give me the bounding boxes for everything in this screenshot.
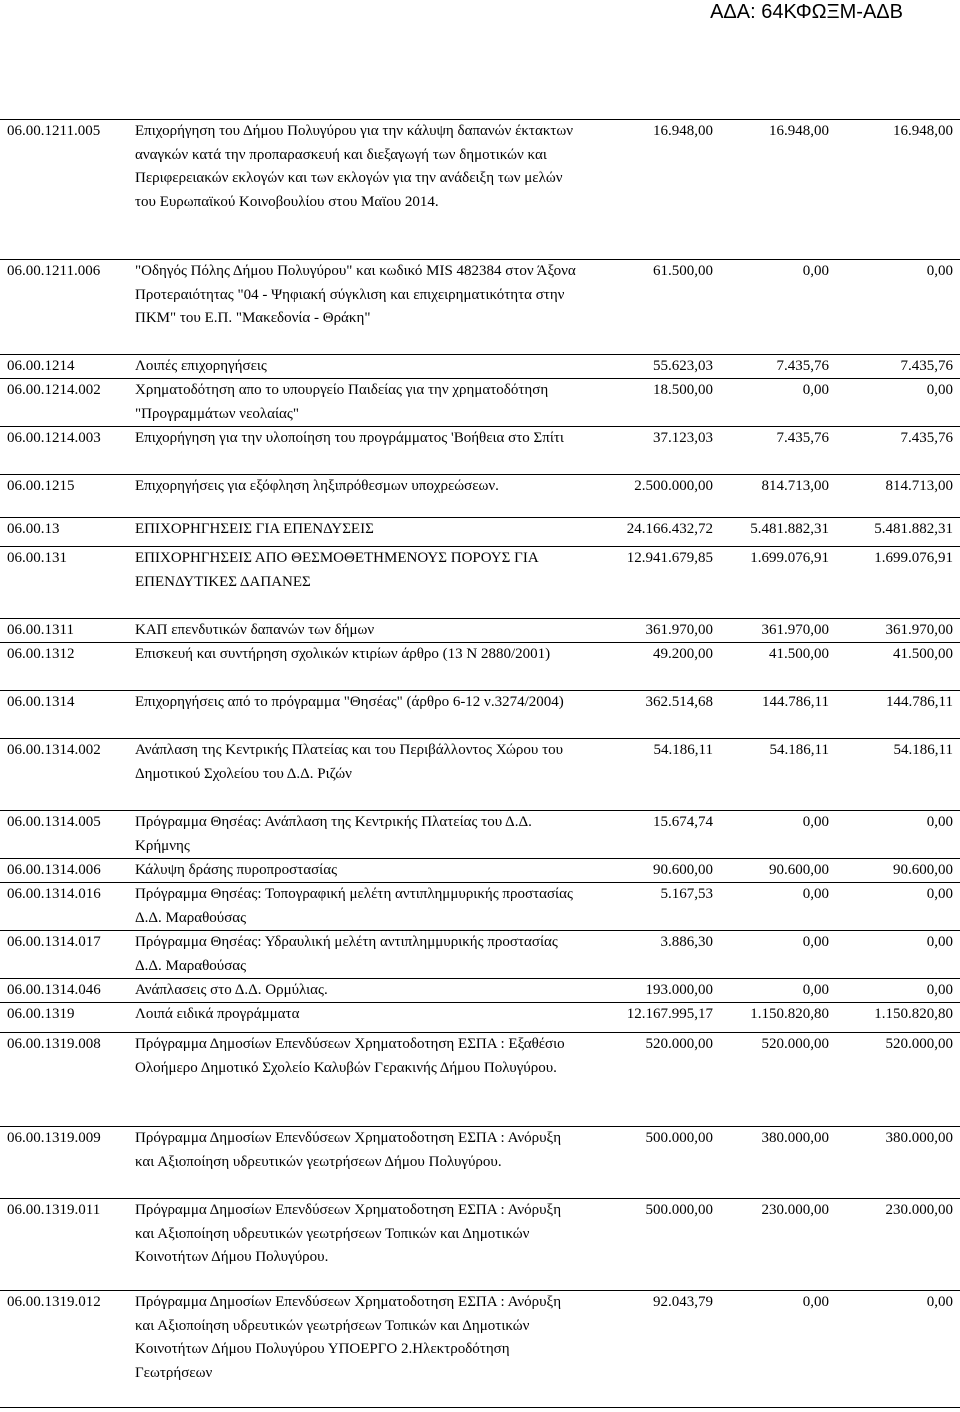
row-value-certified: 1.699.076,91 bbox=[750, 550, 829, 566]
row-code: 06.00.1211.006 bbox=[7, 263, 101, 279]
row-code: 06.00.1214 bbox=[7, 358, 75, 374]
row-value-budget: 18.500,00 bbox=[653, 382, 713, 398]
row-value-collected: 0,00 bbox=[926, 934, 953, 950]
row-value-collected: 0,00 bbox=[926, 1294, 953, 1310]
row-description: Επιχορηγήσεις για εξόφληση ληξιπρόθεσμων υποχρεώσεων. bbox=[135, 478, 499, 494]
row-value-certified: 0,00 bbox=[802, 814, 829, 830]
row-description: Κάλυψη δράσης πυροπροστασίας bbox=[135, 862, 338, 878]
table-row bbox=[0, 1126, 960, 1170]
row-code: 06.00.1211.005 bbox=[7, 123, 101, 139]
row-value-certified: 814.713,00 bbox=[761, 478, 829, 494]
row-code: 06.00.1319.009 bbox=[7, 1130, 101, 1146]
table-row bbox=[0, 1198, 960, 1265]
row-value-certified: 54.186,11 bbox=[769, 742, 829, 758]
row-value-certified: 230.000,00 bbox=[761, 1202, 829, 1218]
row-description: Πρόγραμμα Θησέας: Υδραυλική μελέτη αντιπλημμυρικής προστασίας Δ.Δ. Μαραθούσας bbox=[135, 934, 558, 974]
row-value-budget: 16.948,00 bbox=[653, 123, 713, 139]
row-value-budget: 92.043,79 bbox=[653, 1294, 713, 1310]
row-value-collected: 814.713,00 bbox=[885, 478, 953, 494]
row-value-budget: 15.674,74 bbox=[653, 814, 713, 830]
row-description: Λοιπά ειδικά προγράμματα bbox=[135, 1006, 300, 1022]
table-row bbox=[0, 517, 960, 537]
row-value-certified: 7.435,76 bbox=[776, 430, 829, 446]
row-value-budget: 2.500.000,00 bbox=[634, 478, 713, 494]
row-value-collected: 7.435,76 bbox=[900, 358, 953, 374]
row-value-certified: 0,00 bbox=[802, 1294, 829, 1310]
row-value-collected: 90.600,00 bbox=[893, 862, 953, 878]
row-code: 06.00.1319.011 bbox=[7, 1202, 101, 1218]
row-code: 06.00.1314.006 bbox=[7, 862, 101, 878]
row-value-collected: 0,00 bbox=[926, 814, 953, 830]
row-value-budget: 49.200,00 bbox=[653, 646, 713, 662]
row-value-collected: 0,00 bbox=[926, 886, 953, 902]
table-row bbox=[0, 546, 960, 590]
table-row bbox=[0, 474, 960, 494]
row-value-budget: 362.514,68 bbox=[645, 694, 713, 710]
table-row bbox=[0, 259, 960, 326]
row-value-certified: 520.000,00 bbox=[761, 1036, 829, 1052]
table-row bbox=[0, 378, 960, 422]
row-value-budget: 61.500,00 bbox=[653, 263, 713, 279]
row-description: Επιχορηγήσεις από το πρόγραμμα "Θησέας" (άρθρο 6-12 ν.3274/2004) bbox=[135, 694, 564, 710]
row-value-certified: 380.000,00 bbox=[761, 1130, 829, 1146]
row-value-budget: 54.186,11 bbox=[653, 742, 713, 758]
row-value-certified: 0,00 bbox=[802, 263, 829, 279]
row-description: Πρόγραμμα Δημοσίων Επενδύσεων Χρηματοδοτηση ΕΣΠΑ : Εξαθέσιο Ολοήμερο Δημοτικό Σχολείο Καλυβών Γερακινής Δήμου Πολυγύρου. bbox=[135, 1036, 565, 1076]
row-code: 06.00.1319 bbox=[7, 1006, 75, 1022]
row-value-certified: 90.600,00 bbox=[769, 862, 829, 878]
row-description: Λοιπές επιχορηγήσεις bbox=[135, 358, 267, 374]
table-row bbox=[0, 1032, 960, 1076]
row-description: Ανάπλασεις στο Δ.Δ. Ορμύλιας. bbox=[135, 982, 328, 998]
row-value-certified: 16.948,00 bbox=[769, 123, 829, 139]
row-description: "Οδηγός Πόλης Δήμου Πολυγύρου" και κωδικό MIS 482384 στον Άξονα Προτεραιότητας "04 - Ψηφιακή σύγκλιση και επιχειρηματικότητα στην ΠΚΜ" του Ε.Π. "Μακεδονία - Θράκη" bbox=[135, 263, 576, 326]
table-row bbox=[0, 1290, 960, 1381]
row-value-certified: 361.970,00 bbox=[761, 622, 829, 638]
row-code: 06.00.1214.003 bbox=[7, 430, 101, 446]
row-value-collected: 16.948,00 bbox=[893, 123, 953, 139]
row-value-certified: 0,00 bbox=[802, 886, 829, 902]
row-value-budget: 37.123,03 bbox=[653, 430, 713, 446]
row-value-budget: 500.000,00 bbox=[645, 1130, 713, 1146]
row-description: Ανάπλαση της Κεντρικής Πλατείας και του Περιβάλλοντος Χώρου του Δημοτικού Σχολείου του Δ.Δ. Ριζών bbox=[135, 742, 564, 782]
row-code: 06.00.13 bbox=[7, 521, 60, 537]
row-value-collected: 1.699.076,91 bbox=[874, 550, 953, 566]
table-row bbox=[0, 690, 960, 710]
row-code: 06.00.1214.002 bbox=[7, 382, 101, 398]
row-value-collected: 0,00 bbox=[926, 982, 953, 998]
row-code: 06.00.1312 bbox=[7, 646, 75, 662]
row-code: 06.00.1314 bbox=[7, 694, 75, 710]
row-value-collected: 1.150.820,80 bbox=[874, 1006, 953, 1022]
row-value-certified: 0,00 bbox=[802, 382, 829, 398]
row-value-certified: 7.435,76 bbox=[776, 358, 829, 374]
row-value-certified: 5.481.882,31 bbox=[750, 521, 829, 537]
table-row bbox=[0, 618, 960, 638]
row-value-budget: 500.000,00 bbox=[645, 1202, 713, 1218]
row-value-collected: 361.970,00 bbox=[885, 622, 953, 638]
row-value-budget: 193.000,00 bbox=[645, 982, 713, 998]
row-code: 06.00.1314.046 bbox=[7, 982, 101, 998]
row-value-collected: 520.000,00 bbox=[885, 1036, 953, 1052]
row-value-collected: 380.000,00 bbox=[885, 1130, 953, 1146]
row-description: Πρόγραμμα Δημοσίων Επενδύσεων Χρηματοδοτηση ΕΣΠΑ : Ανόρυξη και Αξιοποίηση υδρευτικών γεωτρήσεων Δήμου Πολυγύρου. bbox=[135, 1130, 562, 1170]
row-description: ΕΠΙΧΟΡΗΓΗΣΕΙΣ ΑΠΟ ΘΕΣΜΟΘΕΤΗΜΕΝΟΥΣ ΠΟΡΟΥΣ ΓΙΑ ΕΠΕΝΔΥΤΙΚΕΣ ΔΑΠΑΝΕΣ bbox=[135, 550, 538, 590]
row-value-budget: 3.886,30 bbox=[660, 934, 713, 950]
row-value-collected: 54.186,11 bbox=[893, 742, 953, 758]
table-row bbox=[0, 354, 960, 374]
row-description: Επισκευή και συντήρηση σχολικών κτιρίων άρθρο (13 Ν 2880/2001) bbox=[135, 646, 551, 662]
row-value-budget: 361.970,00 bbox=[645, 622, 713, 638]
ada-header: ΑΔΑ: 64ΚΦΩΞΜ-ΑΔΒ bbox=[710, 1, 903, 23]
row-description: Επιχορήγηση του Δήμου Πολυγύρου για την κάλυψη δαπανών έκτακτων αναγκών κατά την προπαρασκευή και διεξαγωγή των δημοτικών και Περιφερειακών εκλογών και των εκλογών για την ανάδειξη των μελών του Ευρωπαϊκού Κοινοβουλίου στου Μαϊου 2014. bbox=[135, 123, 574, 210]
row-description: ΕΠΙΧΟΡΗΓΗΣΕΙΣ ΓΙΑ ΕΠΕΝΔΥΣΕΙΣ bbox=[135, 521, 374, 537]
row-value-collected: 5.481.882,31 bbox=[874, 521, 953, 537]
row-value-certified: 0,00 bbox=[802, 934, 829, 950]
table-row bbox=[0, 119, 960, 210]
table-row bbox=[0, 930, 960, 974]
row-code: 06.00.1319.008 bbox=[7, 1036, 101, 1052]
table-row bbox=[0, 1002, 960, 1022]
row-code: 06.00.1314.005 bbox=[7, 814, 101, 830]
table-row bbox=[0, 426, 960, 446]
row-description: Πρόγραμμα Θησέας: Τοπογραφική μελέτη αντιπλημμυρικής προστασίας Δ.Δ. Μαραθούσας bbox=[135, 886, 573, 926]
row-value-budget: 90.600,00 bbox=[653, 862, 713, 878]
row-value-budget: 55.623,03 bbox=[653, 358, 713, 374]
row-value-budget: 12.941.679,85 bbox=[626, 550, 713, 566]
row-code: 06.00.1311 bbox=[7, 622, 74, 638]
table-row bbox=[0, 978, 960, 998]
row-value-certified: 0,00 bbox=[802, 982, 829, 998]
row-value-certified: 144.786,11 bbox=[762, 694, 829, 710]
row-description: Χρηματοδότηση απο το υπουργείο Παιδείας για την χρηματοδότηση "Προγραμμάτων νεολαίας" bbox=[135, 382, 549, 422]
row-description: Πρόγραμμα Δημοσίων Επενδύσεων Χρηματοδοτηση ΕΣΠΑ : Ανόρυξη και Αξιοποίηση υδρευτικών γεωτρήσεων Τοπικών και Δημοτικών Κοινοτήτων Δήμου Πολυγύρου. bbox=[135, 1202, 562, 1265]
table-bottom-rule bbox=[0, 1407, 960, 1408]
row-value-collected: 230.000,00 bbox=[885, 1202, 953, 1218]
row-description: Πρόγραμμα Δημοσίων Επενδύσεων Χρηματοδοτηση ΕΣΠΑ : Ανόρυξη και Αξιοποίηση υδρευτικών γεωτρήσεων Τοπικών και Δημοτικών Κοινοτήτων Δήμου Πολυγύρου ΥΠΟΕΡΓΟ 2.Ηλεκτροδότηση Γεωτρήσεων bbox=[135, 1294, 562, 1381]
row-code: 06.00.1314.002 bbox=[7, 742, 101, 758]
row-value-budget: 5.167,53 bbox=[660, 886, 713, 902]
row-code: 06.00.1314.017 bbox=[7, 934, 101, 950]
row-value-collected: 41.500,00 bbox=[893, 646, 953, 662]
row-code: 06.00.1215 bbox=[7, 478, 75, 494]
table-row bbox=[0, 858, 960, 878]
table-row bbox=[0, 738, 960, 782]
table-row bbox=[0, 882, 960, 926]
row-description: Επιχορήγηση για την υλοποίηση του προγράμματος 'Βοήθεια στο Σπίτι bbox=[135, 430, 564, 446]
table-row bbox=[0, 642, 960, 662]
row-value-collected: 0,00 bbox=[926, 382, 953, 398]
row-value-collected: 144.786,11 bbox=[886, 694, 953, 710]
row-description: ΚΑΠ επενδυτικών δαπανών των δήμων bbox=[135, 622, 375, 638]
row-code: 06.00.1319.012 bbox=[7, 1294, 101, 1310]
row-value-budget: 24.166.432,72 bbox=[626, 521, 713, 537]
row-value-collected: 7.435,76 bbox=[900, 430, 953, 446]
row-value-budget: 12.167.995,17 bbox=[626, 1006, 713, 1022]
row-value-collected: 0,00 bbox=[926, 263, 953, 279]
row-code: 06.00.1314.016 bbox=[7, 886, 101, 902]
row-code: 06.00.131 bbox=[7, 550, 67, 566]
row-description: Πρόγραμμα Θησέας: Ανάπλαση της Κεντρικής Πλατείας του Δ.Δ. Κρήμνης bbox=[135, 814, 532, 854]
row-value-budget: 520.000,00 bbox=[645, 1036, 713, 1052]
table-row bbox=[0, 810, 960, 854]
row-value-certified: 1.150.820,80 bbox=[750, 1006, 829, 1022]
row-value-certified: 41.500,00 bbox=[769, 646, 829, 662]
